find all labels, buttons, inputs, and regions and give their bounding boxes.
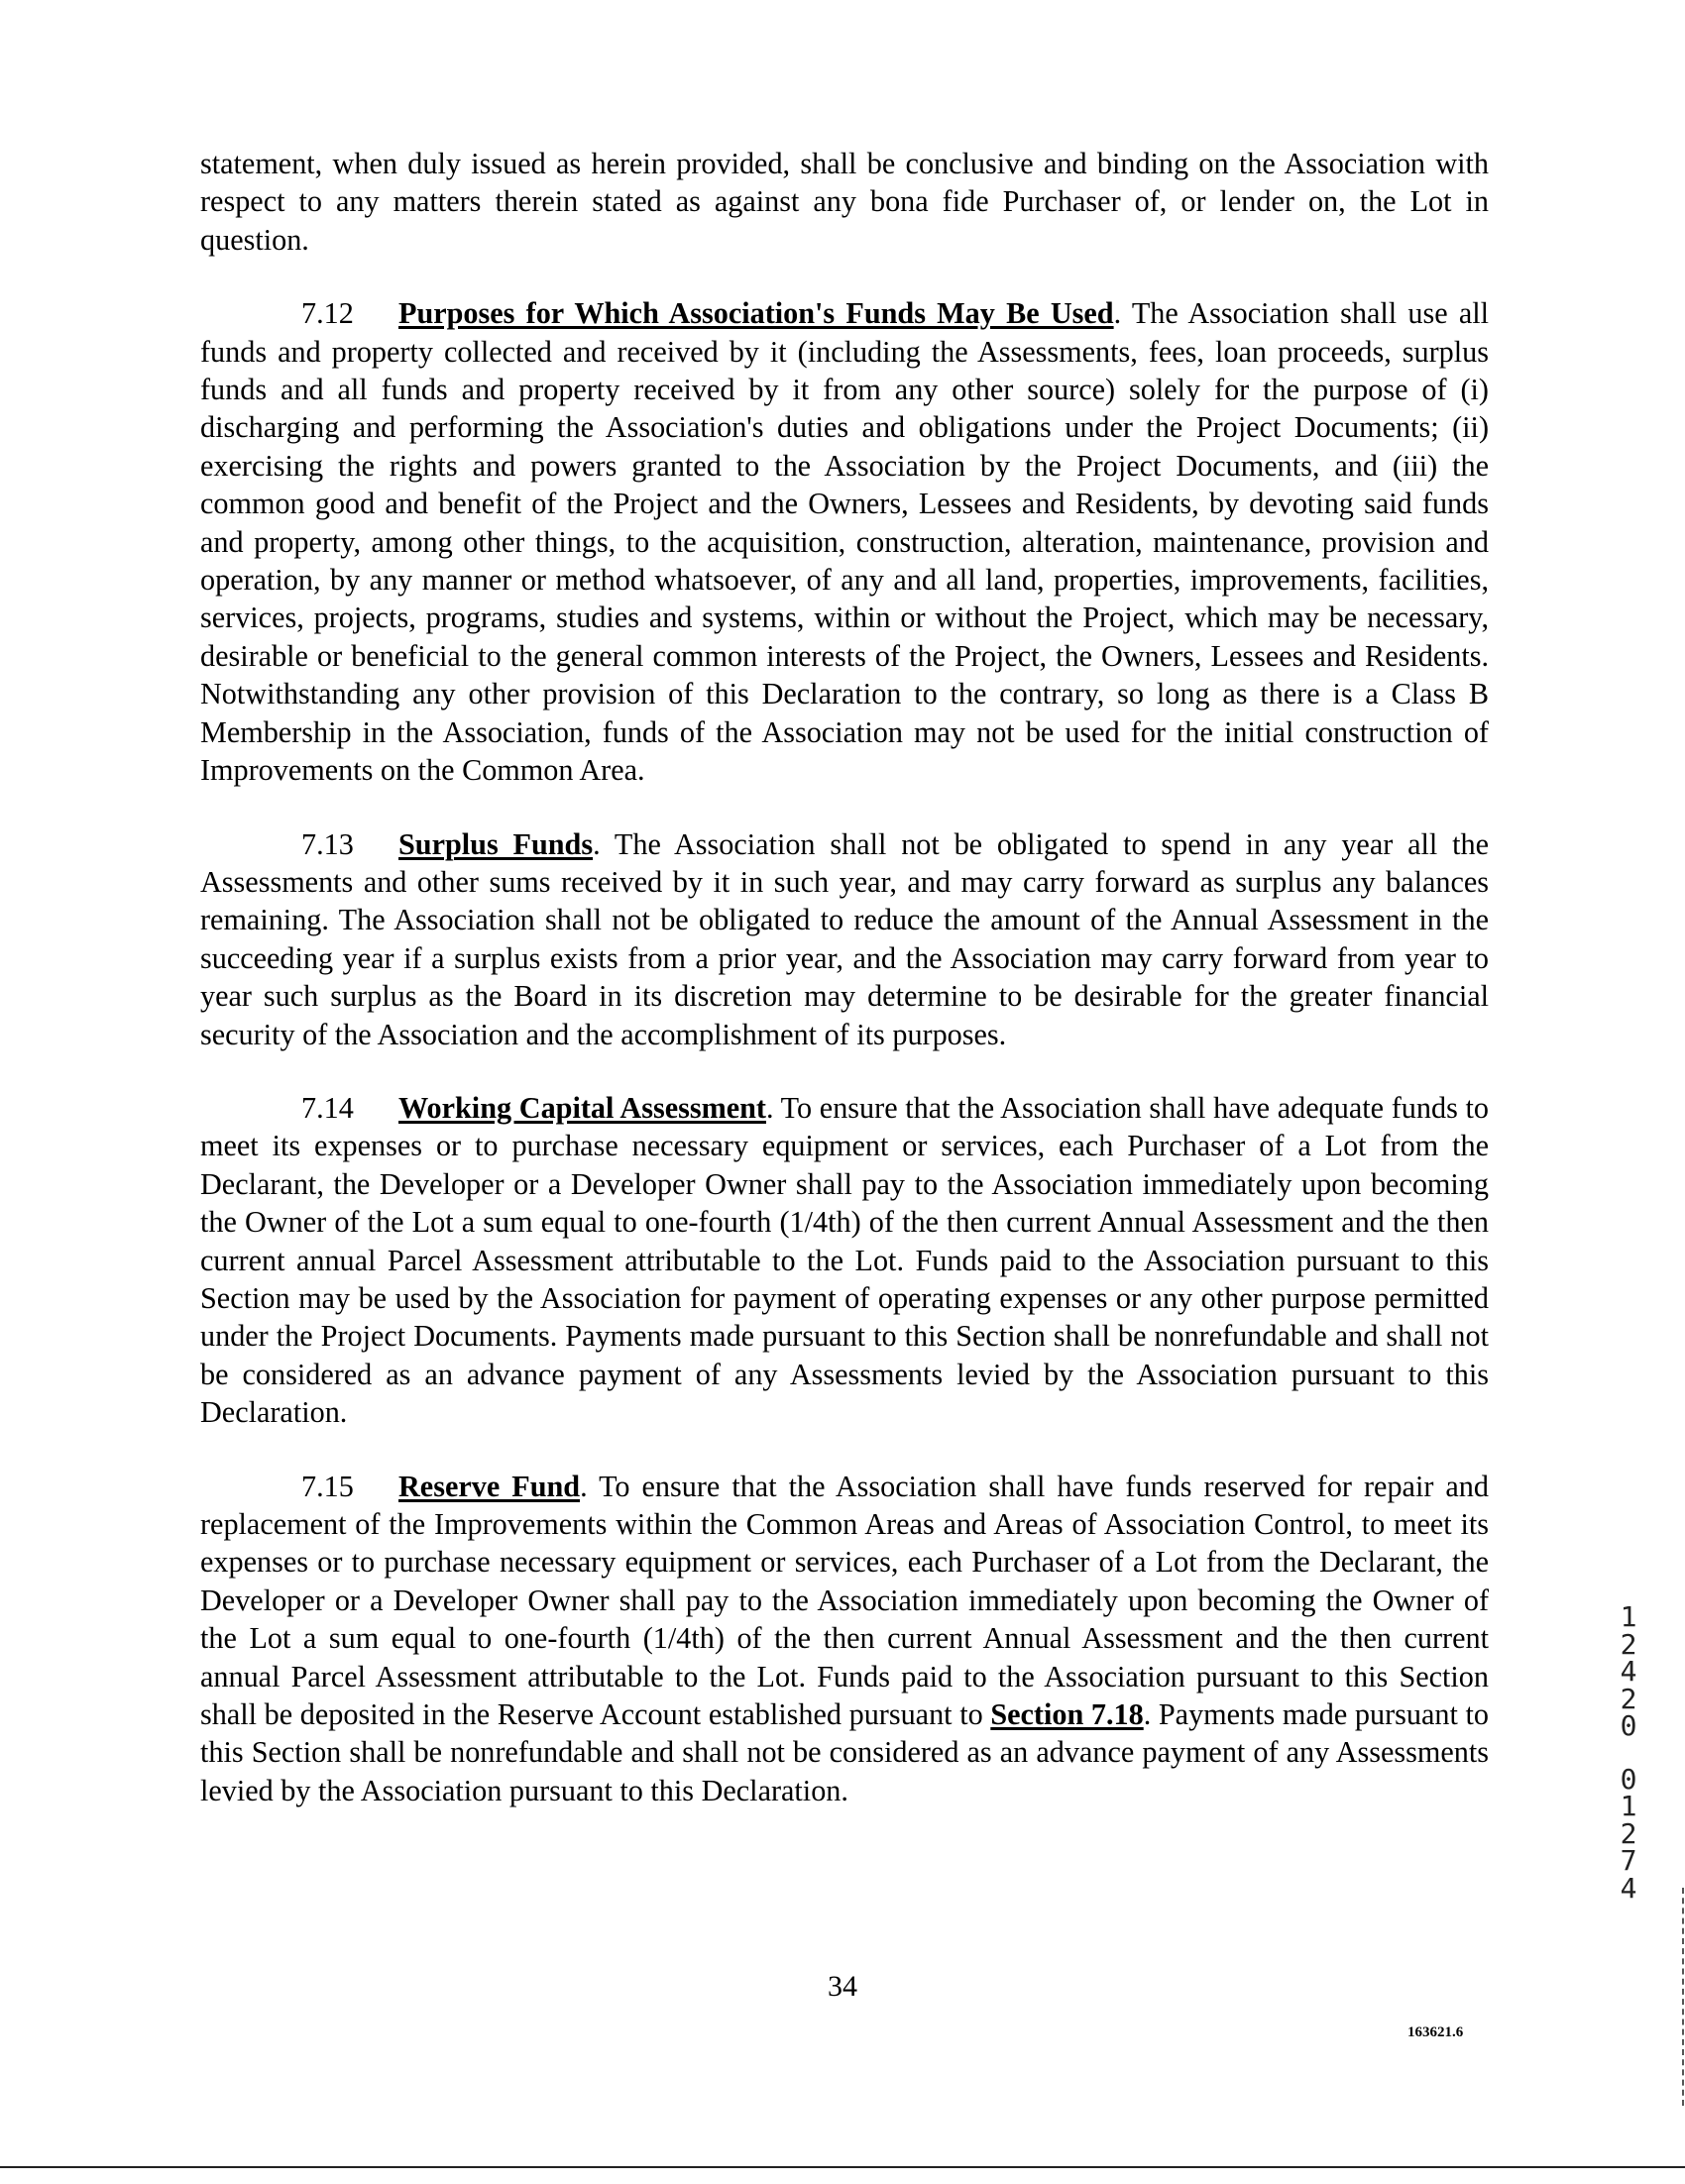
stamp-digit: 1 (1620, 1600, 1637, 1633)
section-heading: Reserve Fund (398, 1469, 581, 1503)
section-heading: Purposes for Which Association's Funds May Be Used (398, 296, 1114, 331)
continuation-paragraph: statement, when duly issued as herein provided, shall be conclusive and binding on the Association with respect to any matters therein stated as against any bona fide Purchaser of, or lender on, the Lot in question. (200, 147, 1489, 257)
document-body (200, 145, 1489, 1809)
section-heading: Working Capital Assessment (398, 1090, 766, 1125)
section-text: . The Association shall not be obligated to spend in any year all the Assessments and other sums received by it in such year, and may carry forward as surplus any balances remaining. The Association shall not be obligated to reduce the amount of the Annual Assessment in the succeeding year if a surplus exists from a prior year, and the Association may carry forward from year to year such surplus as the Board in its discretion may determine to be desirable for the greater financial security of the Association and the accomplishment of its purposes. (200, 826, 1489, 1051)
stamp-digit: 0 (1620, 1709, 1637, 1742)
stamp-digit: 0 (1620, 1762, 1637, 1796)
scan-edge-mark (1682, 1888, 1684, 2106)
stamp-digit: 2 (1620, 1627, 1637, 1661)
stamp-digit: 7 (1620, 1844, 1637, 1877)
stamp-digit: 2 (1620, 1816, 1637, 1850)
section-number: 7.13 (301, 826, 354, 861)
section-text: . Payments made pursuant to this Section shall be nonrefundable and shall not be considered as an advance payment of any Assessments levied by the Association pursuant to this Declaration. (200, 1697, 1489, 1807)
stamp-digit: 1 (1620, 1790, 1637, 1822)
section-number: 7.12 (301, 296, 354, 331)
section-number: 7.15 (301, 1469, 354, 1503)
document-id: 163621.6 (1407, 2024, 1464, 2040)
scan-bottom-rule (0, 2166, 1685, 2168)
stamp-gap (1614, 1740, 1643, 1766)
stamp-digit: 2 (1620, 1682, 1637, 1715)
recording-stamp (1614, 1600, 1643, 1905)
section-text: . To ensure that the Association shall have funds reserved for repair and replacement of the Improvements within the Common Areas and Areas of Association Control, to meet its expenses or to purchase necessary equipment or services, each Purchaser of a Lot from the Declarant, the Developer or a Developer Owner shall pay to the Association immediately upon becoming the Owner of the Lot a sum equal to one-fourth (1/4th) of the then current Annual Assessment and the then current annual Parcel Assessment attributable to the Lot. Funds paid to the Association pursuant to this Section shall be deposited in the Reserve Account established pursuant to (200, 1469, 1489, 1732)
section-7-13 (200, 825, 1489, 1053)
section-text: . To ensure that the Association shall have adequate funds to meet its expenses or to purchase necessary equipment or services, each Purchaser of a Lot from the Declarant, the Developer or a Developer Owner shall pay to the Association immediately upon becoming the Owner of the Lot a sum equal to one-fourth (1/4th) of the then current Annual Assessment and the then current annual Parcel Assessment attributable to the Lot. Funds paid to the Association pursuant to this Section may be used by the Association for payment of operating expenses or any other purpose permitted under the Project Documents. Payments made pursuant to this Section shall be nonrefundable and shall not be considered as an advance payment of any Assessments levied by the Association pursuant to this Declaration. (200, 1090, 1489, 1430)
stamp-digit: 4 (1620, 1871, 1637, 1905)
section-7-15 (200, 1468, 1489, 1810)
section-reference: Section 7.18 (990, 1697, 1144, 1732)
section-7-12 (200, 294, 1489, 789)
section-number: 7.14 (301, 1090, 354, 1125)
stamp-digit: 4 (1620, 1655, 1637, 1688)
section-heading: Surplus Funds (398, 826, 594, 861)
section-text: . The Association shall use all funds and property collected and received by it (including the Assessments, fees, loan proceeds, surplus funds and all funds and property received by it from any other source) solely for the purpose of (i) discharging and performing the Association's duties and obligations under the Project Documents; (ii) exercising the rights and powers granted to the Association by the Project Documents, and (iii) the common good and benefit of the Project and the Owners, Lessees and Residents, by devoting said funds and property, among other things, to the acquisition, construction, alteration, maintenance, provision and operation, by any manner or method whatsoever, of any and all land, properties, improvements, facilities, services, projects, programs, studies and systems, within or without the Project, which may be necessary, desirable or beneficial to the general common interests of the Project, the Owners, Lessees and Residents. Notwithstanding any other provision of this Declaration to the contrary, so long as there is a Class B Membership in the Association, funds of the Association may not be used for the initial construction of Improvements on the Common Area. (200, 296, 1489, 788)
page-number: 34 (828, 1970, 857, 2003)
section-7-14 (200, 1089, 1489, 1432)
